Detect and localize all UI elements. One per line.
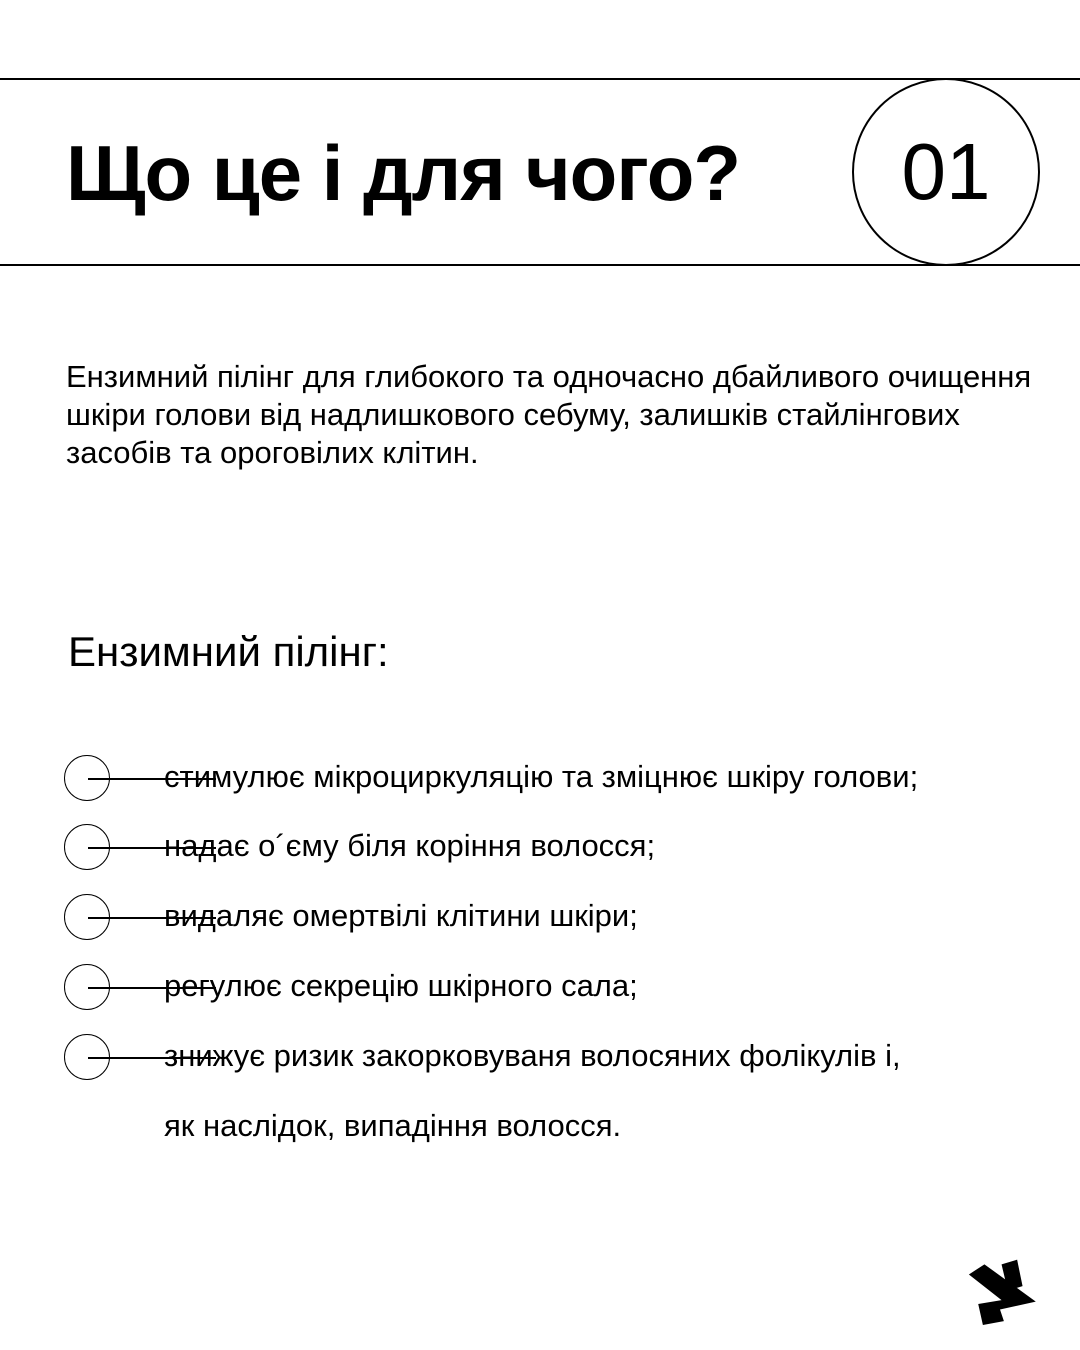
intro-paragraph: Ензимний пілінг для глибокого та одночасно дбайливого очищення шкіри голови від надлишкового себуму, залишків стайлінгових засобів та ороговілих клітин. [66, 359, 1032, 470]
list-item [64, 753, 1064, 803]
list-item-continuation: як наслідок, випадіння волосся. [164, 1108, 622, 1143]
header-bottom-divider [0, 264, 1080, 266]
list-item-text: знижує ризик закорковуваня волосяних фолікулів і, [164, 1038, 901, 1073]
list-item [64, 1032, 1064, 1082]
list-item [64, 822, 1064, 872]
brand-logo-icon [960, 1255, 1040, 1325]
header-top-divider [0, 78, 1080, 80]
list-item [64, 892, 1064, 942]
list-item-text: видаляє омертвілі клітини шкіри; [164, 898, 638, 933]
list-item-text: регулює секрецію шкірного сала; [164, 968, 638, 1003]
slide-number: 01 [901, 127, 991, 216]
list-item [64, 962, 1064, 1012]
page-title: Що це і для чого? [66, 129, 741, 217]
subheading: Ензимний пілінг: [68, 628, 389, 675]
list-item-text: надає о´єму біля коріння волосся; [164, 828, 656, 863]
list-item-text: стимулює мікроциркуляцію та зміцнює шкіру голови; [164, 759, 919, 794]
slide-number-badge [852, 78, 1040, 266]
